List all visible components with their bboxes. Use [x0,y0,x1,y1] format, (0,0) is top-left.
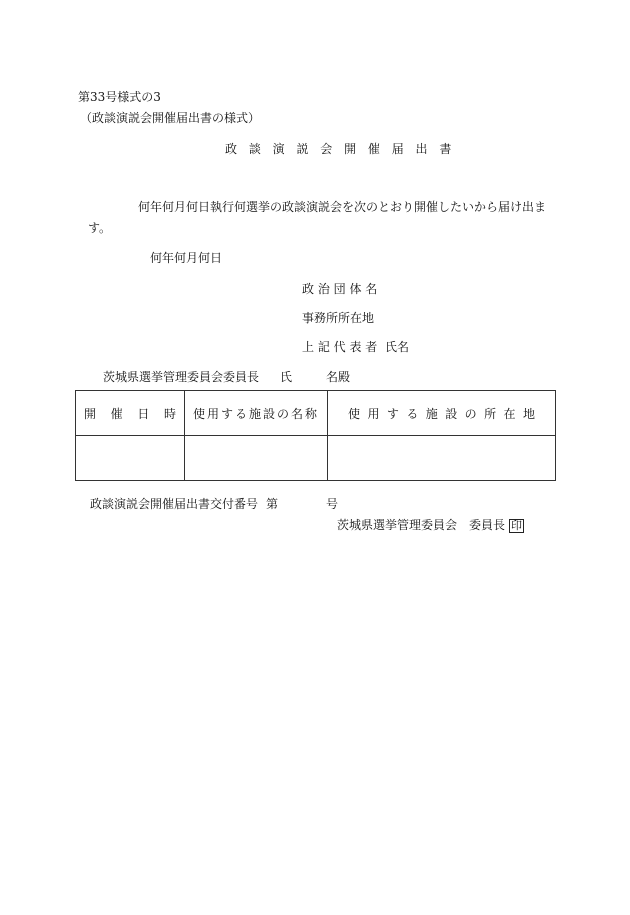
event-table [75,390,556,481]
table-header-row [76,391,556,436]
form-number: 第33号様式の3 [78,90,161,104]
form-subtitle: （政談演説会開催届出書の様式） [80,111,261,125]
table-row [76,436,556,481]
cell-facility-location[interactable] [328,436,556,481]
seal-icon: 印 [511,519,523,532]
body-text-line-2: す。 [88,221,112,235]
header-facility-name: 使用する施設の名称 [185,391,328,436]
cell-facility-name[interactable] [185,436,328,481]
office-address-label: 事務所所在地 [302,311,375,325]
submission-date: 何年何月何日 [150,251,223,265]
representative-name-label: 氏名 [385,340,410,354]
addressee-name-label: 氏 [280,370,293,384]
body-text-line-1: 何年何月何日執行何選挙の政談演説会を次のとおり開催したいから届け出ま [138,200,547,214]
header-date-time: 開 催 日 時 [76,391,185,436]
issue-number-label: 政談演説会開催届出書交付番号 [90,497,259,511]
cell-date-time[interactable] [76,436,185,481]
issuer-text: 茨城県選挙管理委員会 委員長 [337,518,506,532]
issuer [337,518,524,533]
representative-label: 上 記 代 表 者 [302,340,378,354]
issue-number-prefix: 第 [266,497,279,511]
issue-number-suffix: 号 [326,497,339,511]
org-name-label: 政 治 団 体 名 [302,282,378,296]
addressee-suffix: 名殿 [326,370,351,384]
header-facility-location: 使 用 す る 施 設 の 所 在 地 [328,391,556,436]
addressee: 茨城県選挙管理委員会委員長 [103,370,260,384]
document-title: 政 談 演 説 会 開 催 届 出 書 [225,142,456,156]
